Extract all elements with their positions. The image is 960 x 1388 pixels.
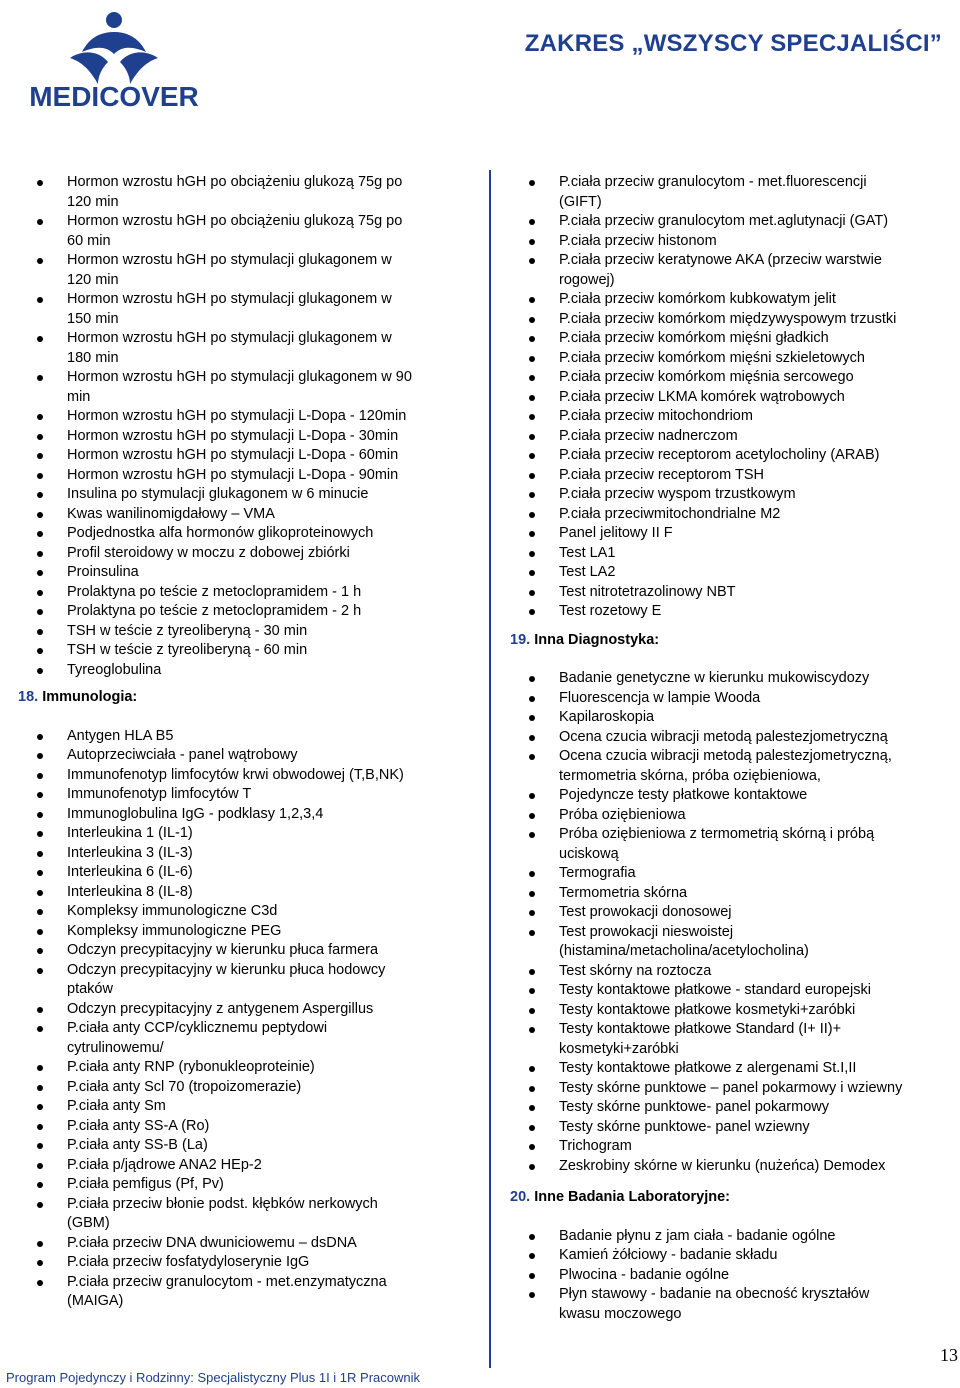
section-19-heading (510, 631, 960, 651)
list-item: Ocena czucia wibracji metodą palestezjometryczną (510, 728, 960, 748)
list-item: Hormon wzrostu hGH po stymulacji L-Dopa - 60min (18, 446, 483, 466)
list-item: P.ciała anty Scl 70 (tropoizomerazie) (18, 1078, 483, 1098)
medicover-logo (10, 6, 220, 110)
list-item: TSH w teście z tyreoliberyną - 30 min (18, 622, 483, 642)
other-diagnostics-list (510, 669, 960, 1176)
list-item: P.ciała przeciw komórkom mięśni gładkich (510, 329, 960, 349)
logo-text: MEDICOVER (29, 81, 199, 110)
list-item: P.ciała przeciw granulocytom - met.enzymatyczna (MAIGA) (18, 1273, 483, 1312)
list-item: P.ciała anty SS-A (Ro) (18, 1117, 483, 1137)
section-title: Inne Badania Laboratoryjne: (534, 1189, 730, 1205)
list-item: Immunofenotyp limfocytów T (18, 785, 483, 805)
list-item: Autoprzeciwciała - panel wątrobowy (18, 746, 483, 766)
list-item: Testy skórne punktowe- panel pokarmowy (510, 1098, 960, 1118)
list-item: P.ciała przeciw granulocytom met.aglutynacji (GAT) (510, 212, 960, 232)
list-item: Proinsulina (18, 563, 483, 583)
list-item: Badanie płynu z jam ciała - badanie ogólne (510, 1227, 960, 1247)
list-item: Profil steroidowy w moczu z dobowej zbiórki (18, 544, 483, 564)
list-item: P.ciała przeciw komórkom kubkowatym jelit (510, 290, 960, 310)
list-item: Hormon wzrostu hGH po stymulacji glukagonem w 180 min (18, 329, 483, 368)
list-item: Testy kontaktowe płatkowe Standard (I+ II)+ kosmetyki+zaróbki (510, 1020, 960, 1059)
list-item: P.ciała pemfigus (Pf, Pv) (18, 1175, 483, 1195)
list-item: Interleukina 1 (IL-1) (18, 824, 483, 844)
list-item: Testy kontaktowe płatkowe kosmetyki+zaróbki (510, 1001, 960, 1021)
list-item: Hormon wzrostu hGH po stymulacji glukagonem w 120 min (18, 251, 483, 290)
right-column (510, 173, 960, 1324)
list-item: P.ciała przeciw granulocytom - met.fluorescencji (GIFT) (510, 173, 960, 212)
list-item: Hormon wzrostu hGH po stymulacji L-Dopa - 30min (18, 427, 483, 447)
section-title: Inna Diagnostyka: (534, 631, 660, 648)
list-item: Kapilaroskopia (510, 708, 960, 728)
section-number: 20. (510, 1189, 531, 1205)
list-item: Termometria skórna (510, 884, 960, 904)
list-item: Kwas wanilinomigdałowy – VMA (18, 505, 483, 525)
list-item: Kompleksy immunologiczne PEG (18, 922, 483, 942)
left-column (18, 173, 483, 1312)
list-item: Test LA2 (510, 563, 960, 583)
list-item: P.ciała przeciw fosfatydyloserynie IgG (18, 1253, 483, 1273)
list-item: Test LA1 (510, 544, 960, 564)
list-item: Hormon wzrostu hGH po stymulacji L-Dopa - 120min (18, 407, 483, 427)
list-item: Tyreoglobulina (18, 661, 483, 681)
list-item: Kamień żółciowy - badanie składu (510, 1246, 960, 1266)
list-item: P.ciała anty SS-B (La) (18, 1136, 483, 1156)
list-item: P.ciała przeciw komórkom międzywyspowym trzustki (510, 310, 960, 330)
list-item: P.ciała przeciw nadnerczom (510, 427, 960, 447)
list-item: Prolaktyna po teście z metoclopramidem - 1 h (18, 583, 483, 603)
list-item: Prolaktyna po teście z metoclopramidem - 2 h (18, 602, 483, 622)
list-item: Testy kontaktowe płatkowe z alergenami St.I,II (510, 1059, 960, 1079)
list-item: P.ciała przeciw receptorom acetylocholiny (ARAB) (510, 446, 960, 466)
section-number: 19. (510, 631, 531, 648)
list-item: Kompleksy immunologiczne C3d (18, 902, 483, 922)
list-item: Plwocina - badanie ogólne (510, 1266, 960, 1286)
page-title: ZAKRES „WSZYSCY SPECJALIŚCI” (524, 30, 942, 57)
other-lab-tests-list (510, 1227, 960, 1325)
list-item: Ocena czucia wibracji metodą palestezjometryczną, termometria skórna, próba oziębieniowa, (510, 747, 960, 786)
footer-text: Program Pojedynczy i Rodzinny: Specjalistyczny Plus 1I i 1R Pracownik (6, 1370, 421, 1385)
list-item: P.ciała przeciwmitochondrialne M2 (510, 505, 960, 525)
list-item: P.ciała przeciw receptorom TSH (510, 466, 960, 486)
list-item: Test rozetowy E (510, 602, 960, 622)
list-item: Hormon wzrostu hGH po stymulacji glukagonem w 90 min (18, 368, 483, 407)
list-item: Próba oziębieniowa z termometrią skórną i próbą uciskową (510, 825, 960, 864)
list-item: Hormon wzrostu hGH po obciążeniu glukozą 75g po 120 min (18, 173, 483, 212)
list-item: Test skórny na roztocza (510, 962, 960, 982)
list-item: Insulina po stymulacji glukagonem w 6 minucie (18, 485, 483, 505)
list-item: Immunoglobulina IgG - podklasy 1,2,3,4 (18, 805, 483, 825)
list-item: P.ciała przeciw mitochondriom (510, 407, 960, 427)
list-item: Interleukina 6 (IL-6) (18, 863, 483, 883)
list-item: P.ciała przeciw LKMA komórek wątrobowych (510, 388, 960, 408)
hormone-test-list (18, 173, 483, 680)
list-item: Interleukina 8 (IL-8) (18, 883, 483, 903)
list-item: Antygen HLA B5 (18, 727, 483, 747)
list-item: Fluorescencja w lampie Wooda (510, 689, 960, 709)
list-item: Zeskrobiny skórne w kierunku (nużeńca) Demodex (510, 1157, 960, 1177)
list-item: P.ciała przeciw wyspom trzustkowym (510, 485, 960, 505)
list-item: Test prowokacji donosowej (510, 903, 960, 923)
list-item: Hormon wzrostu hGH po obciążeniu glukozą 75g po 60 min (18, 212, 483, 251)
section-18-heading (18, 688, 483, 708)
section-number: 18. (18, 689, 39, 705)
list-item: Pojedyncze testy płatkowe kontaktowe (510, 786, 960, 806)
list-item: Testy skórne punktowe- panel wziewny (510, 1118, 960, 1138)
immunology-list-continued (510, 173, 960, 622)
list-item: Termografia (510, 864, 960, 884)
list-item: P.ciała przeciw komórkom mięśnia sercowego (510, 368, 960, 388)
list-item: Interleukina 3 (IL-3) (18, 844, 483, 864)
list-item: TSH w teście z tyreoliberyną - 60 min (18, 641, 483, 661)
page-number: 13 (940, 1345, 958, 1365)
list-item: P.ciała p/jądrowe ANA2 HEp-2 (18, 1156, 483, 1176)
list-item: Płyn stawowy - badanie na obecność kryształów kwasu moczowego (510, 1285, 960, 1324)
list-item: Hormon wzrostu hGH po stymulacji L-Dopa - 90min (18, 466, 483, 486)
list-item: Odczyn precypitacyjny w kierunku płuca hodowcy ptaków (18, 961, 483, 1000)
list-item: Test nitrotetrazolinowy NBT (510, 583, 960, 603)
list-item: P.ciała anty CCP/cyklicznemu peptydowi cytrulinowemu/ (18, 1019, 483, 1058)
list-item: P.ciała przeciw DNA dwuniciowemu – dsDNA (18, 1234, 483, 1254)
list-item: Panel jelitowy II F (510, 524, 960, 544)
list-item: Podjednostka alfa hormonów glikoproteinowych (18, 524, 483, 544)
list-item: P.ciała przeciw komórkom mięśni szkieletowych (510, 349, 960, 369)
list-item: P.ciała anty RNP (rybonukleoproteinie) (18, 1058, 483, 1078)
column-divider (489, 170, 491, 1368)
list-item: Immunofenotyp limfocytów krwi obwodowej (T,B,NK) (18, 766, 483, 786)
list-item: Hormon wzrostu hGH po stymulacji glukagonem w 150 min (18, 290, 483, 329)
list-item: P.ciała przeciw błonie podst. kłębków nerkowych (GBM) (18, 1195, 483, 1234)
list-item: Odczyn precypitacyjny z antygenem Aspergillus (18, 1000, 483, 1020)
immunology-list (18, 727, 483, 1312)
list-item: Badanie genetyczne w kierunku mukowiscydozy (510, 669, 960, 689)
section-title: Immunologia: (42, 689, 138, 705)
list-item: P.ciała przeciw keratynowe AKA (przeciw warstwie rogowej) (510, 251, 960, 290)
list-item: Testy kontaktowe płatkowe - standard europejski (510, 981, 960, 1001)
list-item: P.ciała anty Sm (18, 1097, 483, 1117)
list-item: Próba oziębieniowa (510, 806, 960, 826)
list-item: P.ciała przeciw histonom (510, 232, 960, 252)
list-item: Testy skórne punktowe – panel pokarmowy i wziewny (510, 1079, 960, 1099)
section-20-heading (510, 1188, 960, 1208)
list-item: Trichogram (510, 1137, 960, 1157)
list-item: Test prowokacji nieswoistej (histamina/metacholina/acetylocholina) (510, 923, 960, 962)
list-item: Odczyn precypitacyjny w kierunku płuca farmera (18, 941, 483, 961)
